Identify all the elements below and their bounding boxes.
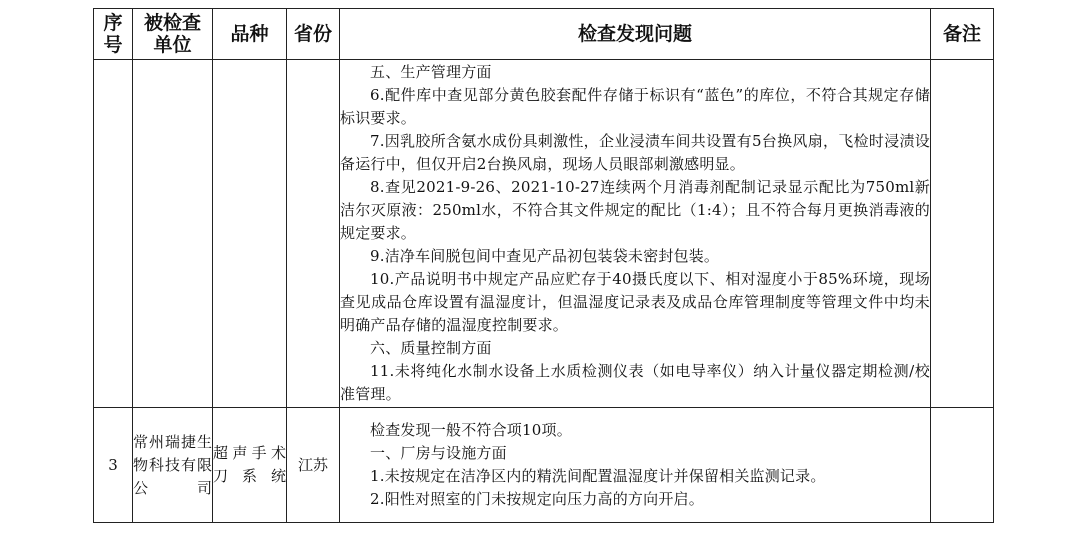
row3-seq-cell: 3 [94,408,133,523]
continued-seq-cell [94,60,133,408]
issue-summary: 检查发现一般不符合项10项。 [370,421,572,439]
header-remark: 备注 [931,9,994,60]
issue-item: 1.未按规定在洁净区内的精洗间配置温湿度计并保留相关监测记录。 [370,467,826,485]
table-row-continued [94,60,994,408]
issue-item: 10.产品说明书中规定产品应贮存于40摄氏度以下、相对湿度小于85%环境，现场查见成品仓库设置有温湿度计，但温湿度记录表及成品仓库管理制度等管理文件中均未明确产品存储的温湿度控制要求。 [340,270,930,334]
row3-unit-cell: 常州瑞捷生物科技有限公司 [133,408,213,523]
row3-issues-cell [340,408,931,523]
continued-issues-cell [340,60,931,408]
header-issues: 检查发现问题 [340,9,931,60]
header-seq: 序号 [94,9,133,60]
continued-unit-cell [133,60,213,408]
issue-item: 8.查见2021-9-26、2021-10-27连续两个月消毒剂配制记录显示配比为750ml新洁尔灭原液：250ml水，不符合其文件规定的配比（1:4）；且不符合每月更换消毒液的规定要求。 [340,178,930,242]
header-province: 省份 [287,9,340,60]
issue-item: 6.配件库中查见部分黄色胶套配件存储于标识有“蓝色”的库位，不符合其规定存储标识要求。 [340,86,930,127]
issue-item: 7.因乳胶所含氨水成份具刺激性，企业浸渍车间共设置有5台换风扇，飞检时浸渍设备运行中，但仅开启2台换风扇，现场人员眼部刺激感明显。 [340,132,930,173]
header-row [94,9,994,60]
continued-remark-cell [931,60,994,408]
issue-item: 9.洁净车间脱包间中查见产品初包装袋未密封包装。 [370,247,720,265]
issue-item: 2.阳性对照室的门未按规定向压力高的方向开启。 [370,490,704,508]
row3-product-cell: 超声手术刀系统 [213,408,287,523]
row3-remark-cell [931,408,994,523]
header-unit: 被检查单位 [133,9,213,60]
continued-product-cell [213,60,287,408]
issue-item: 11.未将纯化水制水设备上水质检测仪表（如电导率仪）纳入计量仪器定期检测/校准管理。 [340,362,930,403]
header-product: 品种 [213,9,287,60]
issue-section-heading: 一、厂房与设施方面 [370,444,507,462]
row3-province-cell: 江苏 [287,408,340,523]
table-row-3 [94,408,994,523]
inspection-table [93,8,994,523]
issue-section-heading: 五、生产管理方面 [370,63,492,81]
continued-province-cell [287,60,340,408]
issue-section-heading: 六、质量控制方面 [370,339,492,357]
